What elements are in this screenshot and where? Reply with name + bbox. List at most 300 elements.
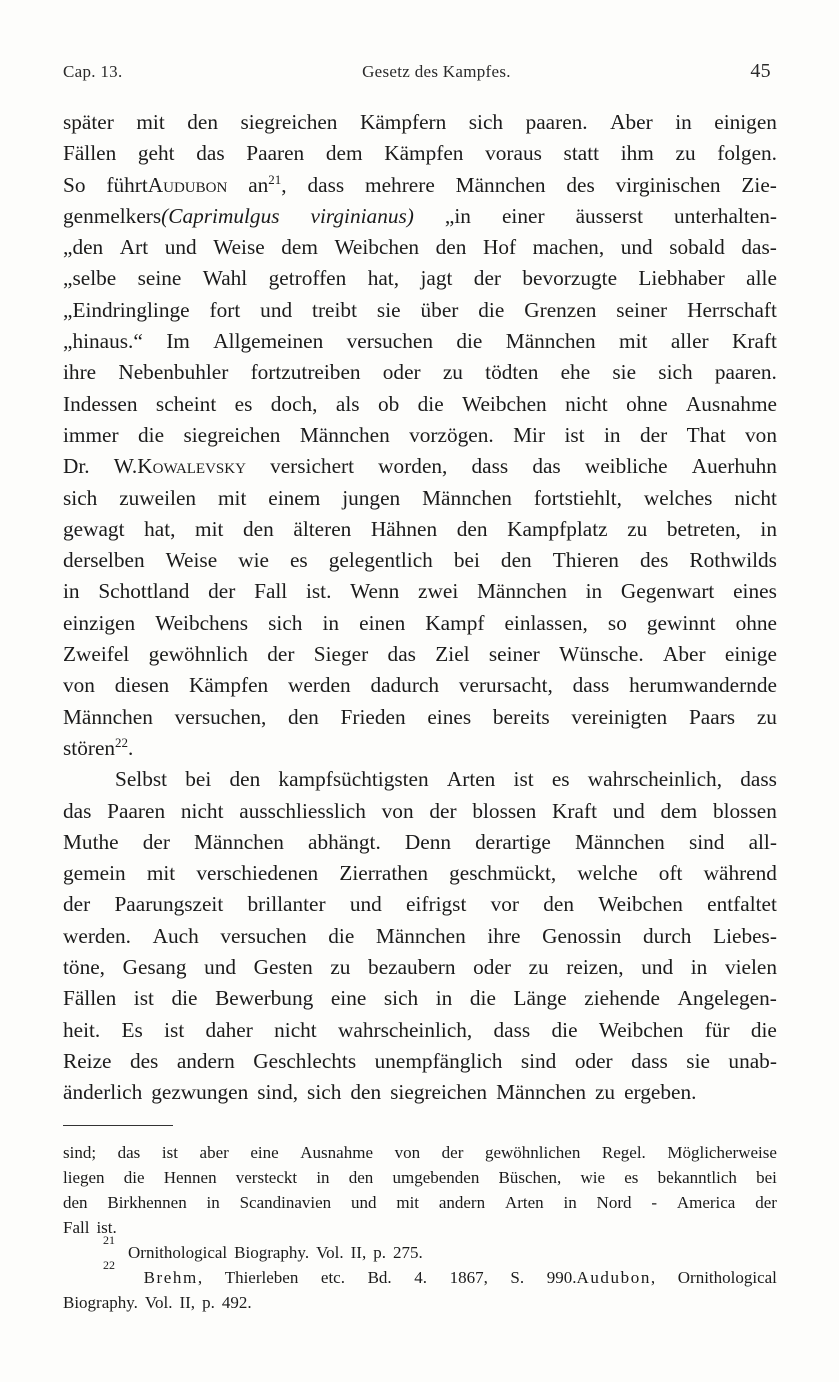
word: der: [429, 798, 457, 823]
word: Selbst: [115, 767, 168, 792]
word: mit: [146, 861, 176, 886]
footnotes: [63, 1140, 777, 1315]
text-line: [63, 670, 777, 701]
word: etc.: [320, 1267, 345, 1287]
word: Kampf: [425, 610, 485, 635]
word: die: [478, 297, 505, 322]
word: eines: [733, 579, 777, 604]
page-number: 45: [750, 60, 771, 82]
text-line: [63, 357, 777, 388]
word: umgebenden: [392, 1167, 480, 1187]
word: welche: [577, 861, 638, 886]
word: sie: [376, 297, 401, 322]
word: in: [435, 986, 453, 1011]
word: versuchen,: [174, 704, 267, 729]
word: derartige: [475, 829, 551, 854]
word: siegreichen: [390, 1080, 488, 1105]
word: gelegentlich: [328, 548, 433, 573]
word: Fall: [254, 579, 288, 604]
word: Kraft: [732, 329, 777, 354]
word: nicht: [734, 485, 777, 510]
word: Wünsche.: [559, 642, 644, 667]
word: dadurch: [370, 673, 440, 698]
word: dass: [631, 1048, 668, 1073]
footnote-line: [63, 1257, 777, 1290]
word: vor: [490, 892, 520, 917]
word: und: [349, 892, 382, 917]
word: Ausnahme: [685, 391, 777, 416]
word: den: [229, 767, 261, 792]
word: sind: [520, 1048, 557, 1073]
word: eifrigst: [406, 892, 467, 917]
word: zu: [627, 516, 648, 541]
word: den: [348, 1167, 374, 1187]
word: oder: [574, 1048, 613, 1073]
word: einige: [724, 642, 777, 667]
word: seiner: [488, 642, 540, 667]
word: sich: [468, 110, 504, 134]
word: führtAudubon: [106, 172, 228, 197]
word: fortzutreiben: [250, 360, 361, 385]
text-line: [63, 514, 777, 545]
word: entfaltet: [707, 892, 777, 917]
word: Auch: [152, 923, 199, 948]
word: Frieden: [340, 704, 406, 729]
word: die: [123, 1167, 145, 1187]
word: betreten,: [666, 516, 741, 541]
word: Zie-: [741, 172, 777, 197]
word: Im: [166, 329, 190, 354]
word: der: [755, 1192, 777, 1212]
word: Angelegen-: [677, 986, 777, 1011]
word: werden.: [63, 923, 131, 948]
word: mehrere: [365, 172, 435, 197]
word: versuchen: [346, 329, 433, 354]
word: eine: [330, 986, 367, 1011]
word: -: [651, 1192, 657, 1212]
word: der: [441, 1142, 464, 1162]
chapter-label: Cap. 13.: [63, 62, 123, 81]
word: dass: [493, 1017, 531, 1042]
word: nicht: [180, 798, 224, 823]
word: ihre: [487, 923, 521, 948]
word: heit.: [63, 1017, 101, 1042]
word: werden: [287, 673, 351, 698]
word: weibliche: [584, 454, 668, 479]
text-line: [63, 545, 777, 576]
word: das-: [741, 235, 777, 260]
word: ausschliesslich: [239, 798, 366, 823]
word: sich: [63, 485, 98, 510]
word: diesen: [114, 673, 170, 698]
word: wahrscheinlich,: [587, 767, 723, 792]
word: oder: [473, 955, 511, 980]
text-line: [63, 858, 777, 889]
word: Muthe: [63, 829, 119, 854]
word: zu: [594, 1080, 616, 1105]
word: worden,: [378, 454, 448, 479]
word: fortstiehlt,: [533, 485, 622, 510]
word: den: [243, 516, 274, 541]
text-line: [63, 983, 777, 1014]
word: und: [164, 235, 197, 260]
text-line: [63, 232, 777, 263]
word: „selbe: [63, 266, 117, 291]
word: Männchen: [455, 172, 546, 197]
word: in: [760, 516, 777, 541]
word: sind: [688, 829, 725, 854]
word: bei: [756, 1167, 777, 1187]
word: geht: [137, 141, 175, 166]
word: Biography.: [234, 1242, 310, 1262]
word: Denn: [404, 829, 452, 854]
word: Grenzen: [524, 297, 597, 322]
word: II,: [350, 1242, 367, 1262]
word: während: [703, 861, 777, 886]
word: mit: [396, 1192, 420, 1212]
word: Ornithological: [128, 1242, 228, 1262]
word: es: [234, 391, 253, 416]
word: Weise: [165, 548, 218, 573]
word: der: [63, 892, 91, 917]
word: mit: [195, 516, 224, 541]
word: in: [322, 610, 340, 635]
word: Paars: [688, 704, 736, 729]
word: Herrschaft: [687, 297, 777, 322]
word: später: [63, 110, 114, 134]
word: den: [435, 235, 467, 260]
word: den: [500, 548, 532, 573]
word: das: [63, 798, 92, 823]
word: Arten: [446, 767, 496, 792]
word: ist.: [305, 579, 332, 604]
word: und: [204, 955, 237, 980]
word: einen: [359, 610, 406, 635]
text-line: [63, 952, 777, 983]
word: hat,: [367, 266, 400, 291]
word: Männchen: [505, 329, 596, 354]
word: dass: [740, 767, 777, 792]
word: einigen: [714, 110, 777, 134]
word: das: [117, 1142, 141, 1162]
word: „Eindringlinge: [63, 297, 190, 322]
text-line: [63, 170, 777, 201]
word: Hof: [482, 235, 517, 260]
word: Auerhuhn: [691, 454, 777, 479]
word: aber: [199, 1142, 229, 1162]
word: zu: [528, 955, 549, 980]
word: eines: [427, 704, 472, 729]
word: genmelkers(Caprimulgus: [63, 203, 280, 228]
word: Weibchen: [462, 391, 547, 416]
word: wie: [580, 1167, 606, 1187]
word: p.: [373, 1242, 386, 1262]
word: Thieren: [552, 548, 619, 573]
word: Kämpfern: [359, 110, 447, 134]
text-line: [63, 483, 777, 514]
word: gezwungen: [151, 1080, 249, 1105]
word: jagt: [420, 266, 453, 291]
word: dem: [281, 235, 318, 260]
word: Paarungszeit: [114, 892, 224, 917]
word: versuchen: [220, 923, 307, 948]
word: töne,: [63, 955, 105, 980]
word: von: [381, 798, 414, 823]
word: die: [138, 422, 165, 447]
word: Weise: [213, 235, 265, 260]
word: Männchen: [375, 923, 466, 948]
word: den: [187, 110, 218, 134]
word: vorzögen.: [409, 422, 494, 447]
word: siegreichen: [183, 422, 281, 447]
word: Geschlechts: [253, 1048, 357, 1073]
word: der: [639, 422, 668, 447]
word: virginischen: [615, 172, 721, 197]
word: des: [639, 548, 669, 573]
word: scheint: [155, 391, 217, 416]
word: So: [63, 172, 86, 197]
footnote-line: [63, 1290, 777, 1315]
word: S.: [510, 1267, 525, 1287]
word: Paaren: [107, 798, 166, 823]
footnote-ref: 22: [115, 734, 129, 750]
word: die: [417, 391, 444, 416]
word: bereits: [492, 704, 550, 729]
footnote-line: [63, 1232, 777, 1265]
word: ist.: [96, 1217, 117, 1237]
word: ist: [564, 422, 585, 447]
text-line: [63, 107, 777, 138]
word: dass: [471, 454, 509, 479]
word: Indessen: [63, 391, 138, 416]
word: „den: [63, 235, 104, 260]
word: den: [543, 892, 575, 917]
word: ohne: [626, 391, 668, 416]
word: daher: [205, 1017, 253, 1042]
word: die: [328, 923, 355, 948]
word: gewöhnlich: [148, 642, 248, 667]
word: über: [420, 297, 459, 322]
word: gewöhnlichen: [484, 1142, 581, 1162]
footnote-ref: 21: [268, 171, 282, 187]
word: andern: [438, 1192, 486, 1212]
word: zu: [675, 141, 696, 166]
word: gewagt: [63, 516, 125, 541]
word: Männchen: [422, 485, 512, 510]
word: in: [63, 579, 80, 604]
word: es: [551, 767, 570, 792]
text-line: [63, 326, 777, 357]
word: Es: [121, 1017, 143, 1042]
word: ist: [164, 1017, 185, 1042]
word: „hinaus.“: [63, 329, 143, 354]
word: Aber: [662, 642, 706, 667]
word: bekanntlich: [657, 1167, 737, 1187]
word: mit: [619, 329, 648, 354]
word: immer: [63, 422, 119, 447]
word: kampfsüchtigsten: [278, 767, 429, 792]
word: sich: [383, 986, 419, 1011]
word: Ziel: [435, 642, 470, 667]
word: den: [288, 704, 319, 729]
word: zu: [330, 955, 351, 980]
word: ihm: [620, 141, 654, 166]
word: Arten: [504, 1192, 544, 1212]
word: oft: [658, 861, 683, 886]
word: Fällen: [63, 141, 117, 166]
word: nicht: [274, 1017, 317, 1042]
word: es: [289, 548, 308, 573]
word: Wenn: [350, 579, 400, 604]
text-line: [63, 389, 777, 420]
word: ohne: [735, 610, 777, 635]
word: welches: [643, 485, 713, 510]
word: Gegenwart: [620, 579, 715, 604]
word: statt: [563, 141, 600, 166]
word: sich: [268, 610, 303, 635]
running-header: [63, 60, 777, 83]
word: abhängt.: [308, 829, 381, 854]
word: Hennen: [163, 1167, 217, 1187]
word: Weibchen: [598, 892, 683, 917]
word: tödten: [485, 360, 539, 385]
text-line: [63, 576, 777, 607]
word: mit: [136, 110, 165, 134]
word: virginianus): [310, 203, 414, 228]
word: Männchen: [194, 829, 284, 854]
word: durch: [642, 923, 692, 948]
word: $an^{21}$,: [248, 171, 287, 197]
word: in: [563, 1192, 577, 1212]
word: von: [745, 422, 777, 447]
word: das: [532, 454, 561, 479]
word: Vol.: [316, 1242, 344, 1262]
word: nicht: [565, 391, 608, 416]
word: für: [704, 1017, 730, 1042]
word: Wahl: [202, 266, 248, 291]
text-line: [63, 263, 777, 294]
word: blossen: [712, 798, 777, 823]
word: Gesten: [253, 955, 313, 980]
word: versteckt: [235, 1167, 298, 1187]
word: Rothwilds: [689, 548, 777, 573]
word: und: [260, 297, 293, 322]
word: eine: [250, 1142, 279, 1162]
word: es: [624, 1167, 639, 1187]
word: Nord: [596, 1192, 632, 1212]
word: den: [63, 1192, 88, 1212]
word: ob: [377, 391, 400, 416]
word: Kampfplatz: [507, 516, 608, 541]
word: den: [350, 1080, 382, 1105]
word: ihre: [63, 360, 97, 385]
word: getroffen: [268, 266, 347, 291]
word: die: [171, 986, 198, 1011]
footnote-line: [63, 1165, 777, 1190]
footnote-mark: 21: [103, 1232, 115, 1247]
word: das: [196, 141, 225, 166]
word: aller: [670, 329, 709, 354]
word: fort: [209, 297, 241, 322]
word: älteren: [293, 516, 352, 541]
word: Fall: [63, 1217, 90, 1237]
word: andern: [176, 1048, 235, 1073]
word: America: [676, 1192, 736, 1212]
word: Weibchens: [155, 610, 249, 635]
word: sie: [686, 1048, 710, 1073]
word: vielen: [724, 955, 777, 980]
word: unterhalten-: [674, 203, 777, 228]
word: ehe: [560, 360, 591, 385]
text-line: [63, 921, 777, 952]
word: einer: [501, 203, 545, 228]
word: Möglicherweise: [667, 1142, 777, 1162]
word: so: [607, 610, 627, 635]
word: zwei: [418, 579, 459, 604]
word: all-: [748, 829, 777, 854]
word: voraus: [485, 141, 542, 166]
word: Reize: [63, 1048, 112, 1073]
word: geschmückt,: [449, 861, 557, 886]
word: bezaubern: [368, 955, 456, 980]
word: Männchen: [496, 1080, 586, 1105]
word: Kämpfen: [188, 673, 269, 698]
word: Weibchen: [334, 235, 420, 260]
word: stören$^{22}$.: [63, 734, 134, 760]
text-line: [63, 295, 777, 326]
word: wie: [238, 548, 269, 573]
word: der: [473, 266, 501, 291]
word: von: [394, 1142, 421, 1162]
word: Brehm,: [143, 1267, 203, 1287]
word: sich: [658, 360, 693, 385]
text-line: [63, 796, 777, 827]
word: Paaren: [246, 141, 305, 166]
word: Sieger: [313, 642, 369, 667]
word: unempfänglich: [374, 1048, 503, 1073]
word: änderlich: [63, 1080, 143, 1105]
word: dem: [325, 141, 363, 166]
word: 492.: [221, 1292, 252, 1312]
word: 990.Audubon,: [546, 1267, 656, 1287]
word: des: [566, 172, 595, 197]
word: Aber: [610, 110, 653, 134]
word: einem: [268, 485, 321, 510]
text-line: [63, 702, 777, 733]
word: Liebhaber: [638, 266, 725, 291]
word: und: [351, 1192, 377, 1212]
body-text: [63, 107, 777, 1109]
word: ergeben.: [624, 1080, 697, 1105]
text-line: [63, 764, 777, 795]
footnote-line: [63, 1190, 777, 1215]
word: ist: [513, 767, 534, 792]
word: der: [142, 829, 170, 854]
text-line: [63, 201, 777, 232]
word: die: [750, 1017, 777, 1042]
text-line: [63, 889, 777, 920]
paragraph: [63, 107, 777, 764]
word: unab-: [728, 1048, 777, 1073]
word: zu: [756, 704, 777, 729]
word: in: [604, 422, 621, 447]
paragraph: [63, 764, 777, 1108]
word: bei: [453, 548, 480, 573]
word: das: [387, 642, 416, 667]
word: als: [335, 391, 360, 416]
footnote-mark: 22: [103, 1257, 115, 1272]
word: seine: [137, 266, 182, 291]
